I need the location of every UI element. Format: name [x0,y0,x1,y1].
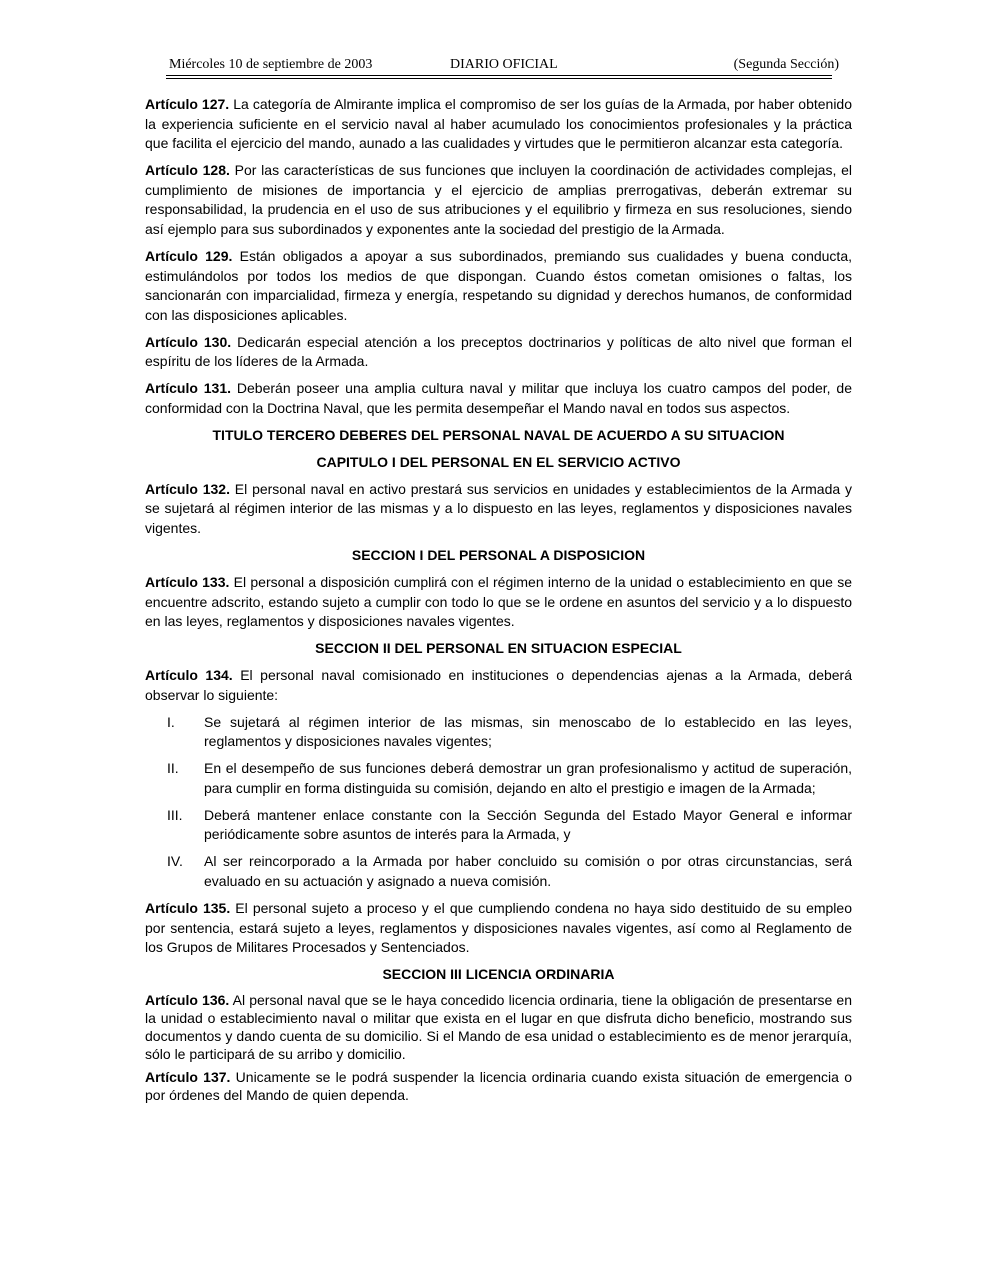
heading-seccion-iii: SECCION III LICENCIA ORDINARIA [382,966,615,983]
article-number: Artículo 136. [145,992,230,1009]
page-header [166,57,839,75]
list-numeral: III. [167,806,183,823]
list-text: En el desempeño de sus funciones deberá demostrar un gran profesionalismo y actitud de superación, para cumplir en forma distinguida su comisión, dejando en alto el prestigio e imagen de la Armada; [204,760,852,796]
list-numeral: II. [167,760,179,777]
article-number: Artículo 129. [145,247,233,264]
article-number: Artículo 127. [145,96,230,112]
header-rule-bottom [166,78,832,79]
article-text: El personal naval comisionado en instituciones o dependencias ajenas a la Armada, deberá observar lo siguiente: [145,667,852,703]
article-133 [145,573,852,632]
article-number: Artículo 135. [145,900,231,917]
heading-titulo-tercero: TITULO TERCERO DEBERES DEL PERSONAL NAVAL DE ACUERDO A SU SITUACION [212,426,785,443]
article-text: Deberán poseer una amplia cultura naval y militar que incluya los cuatro campos del poder, de conformidad con la Doctrina Naval, que les permita desempeñar el Mando naval en todos sus aspectos. [145,380,853,416]
article-number: Artículo 133. [145,573,230,590]
article-130 [145,333,852,372]
header-section: (Segunda Sección) [733,57,839,72]
article-number: Artículo 128. [145,162,230,179]
article-text: Unicamente se le podrá suspender la licencia ordinaria cuando exista situación de emergencia o por órdenes del Mando de quien dependa. [145,1069,852,1104]
article-text: Dedicarán especial atención a los preceptos doctrinarios y políticas de alto nivel que forman el espíritu de los líderes de la Armada. [145,333,853,370]
list-item [145,713,852,752]
article-number: Artículo 131. [145,380,232,397]
list-item [145,806,852,845]
list-item [145,852,852,891]
article-number: Artículo 134. [145,667,233,684]
article-text: El personal a disposición cumplirá con el régimen interno de la unidad o establecimiento en que se encuentre adscrito, estando sujeto a cumplir con todo lo que se le ordene en asuntos del servicio y a lo dispuesto en las leyes, reglamentos y disposiciones navales vigentes. [145,573,853,630]
article-text: La categoría de Almirante implica el compromiso de ser los guías de la Armada, por haber obtenido la experiencia suficiente en el servicio naval al haber acumulado los conocimientos profesionales y la práctica que facilita el ejercicio del mando, aunado a las cualidades y virtudes que le permitieron alcanzar esta categoría. [145,96,853,152]
article-text: El personal sujeto a proceso y el que cumpliendo condena no haya sido destituido de su empleo por sentencia, estará sujeto a leyes, reglamentos y disposiciones navales vigentes, así como al Reglamento de los Grupos de Militares Procesados y Sentenciados. [145,900,852,956]
article-text: El personal naval en activo prestará sus servicios en unidades y establecimientos de la Armada y se sujetará al régimen interior de las mismas y a lo dispuesto en las leyes, reglamentos y disposiciones navales vigentes. [145,480,852,537]
article-127 [145,95,852,154]
header-rule-top [166,75,832,76]
heading-seccion-i: SECCION I DEL PERSONAL A DISPOSICION [351,547,646,563]
article-number: Artículo 132. [145,480,230,497]
list-numeral: IV. [167,853,183,870]
article-text: Por las características de sus funciones que incluyen la coordinación de actividades complejas, el cumplimiento de misiones de importancia y el ejercicio de amplias prerrogativas, deberán extremar su responsabilidad, la prudencia en el uso de sus atribuciones y el equilibrio y firmeza en sus resoluciones, siendo así ejemplo para sus subordinados y exponentes ante la sociedad del prestigio de la Armada. [145,162,853,237]
article-128 [145,161,852,239]
article-text: Al personal naval que se le haya concedido licencia ordinaria, tiene la obligación de presentarse en la unidad o establecimiento naval o militar que exista en el lugar en que disfruta dicho beneficio, mostrando sus documentos y dando cuenta de su domicilio. Si el Mando de esa unidad o establecimiento es de menor jerarquía, sólo le participará de su arribo y domicilio. [145,992,852,1062]
heading-capitulo-i: CAPITULO I DEL PERSONAL EN EL SERVICIO ACTIVO [316,453,681,470]
list-text: Al ser reincorporado a la Armada por haber concluido su comisión o por otras circunstancias, será evaluado en su actuación y asignado a nueva comisión. [204,853,852,890]
article-131 [145,379,852,418]
header-publication: DIARIO OFICIAL [450,57,558,72]
article-135 [145,899,852,958]
article-129 [145,247,852,325]
list-text: Deberá mantener enlace constante con la Sección Segunda del Estado Mayor General e informar periódicamente sobre asuntos de interés para la Armada, y [204,806,852,843]
article-text: Están obligados a apoyar a sus subordinados, premiando sus cualidades y buena conducta, estimulándolos por todos los medios de que dispongan. Cuando éstos cometan omisiones o faltas, los sancionarán con imparcialidad, firmeza y energía, respetando su dignidad y derechos humanos, de conformidad con las disposiciones aplicables. [145,247,852,323]
article-136 [145,992,852,1063]
heading-seccion-ii: SECCION II DEL PERSONAL EN SITUACION ESPECIAL [315,640,682,657]
article-137 [145,1069,852,1105]
list-numeral: I. [167,713,175,730]
document-body [145,95,852,1111]
article-134-list [145,713,852,892]
header-date: Miércoles 10 de septiembre de 2003 [169,57,373,72]
article-number: Artículo 137. [145,1069,231,1086]
article-number: Artículo 130. [145,333,232,350]
article-134 [145,666,852,705]
article-132 [145,480,852,539]
list-item [145,759,852,798]
list-text: Se sujetará al régimen interior de las mismas, sin menoscabo de lo establecido en las leyes, reglamentos y disposiciones navales vigentes; [204,713,852,750]
